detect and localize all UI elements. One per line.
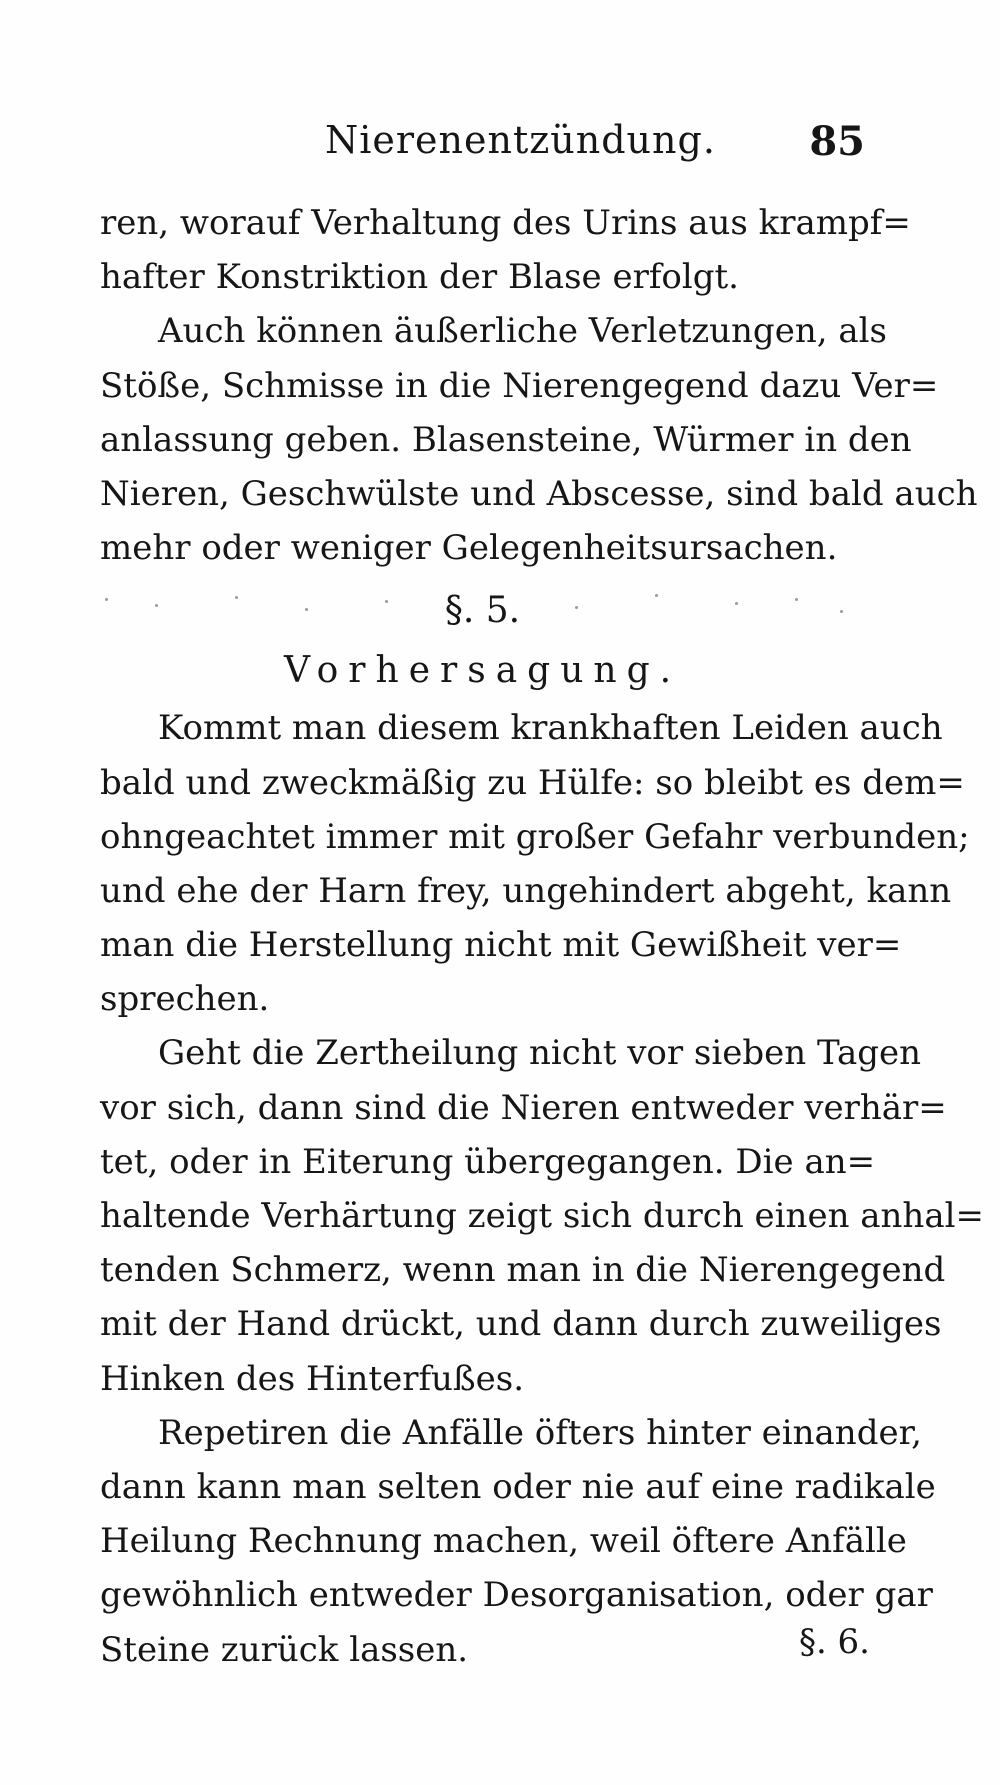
text-line: und ehe der Harn frey, ungehindert abgeht, kann <box>100 870 952 911</box>
text-line: hafter Konstriktion der Blase erfolgt. <box>100 257 739 298</box>
text-line: haltende Verhärtung zeigt sich durch einen anhal= <box>100 1196 984 1236</box>
text-line: anlassung geben. Blasensteine, Würmer in den <box>100 419 912 460</box>
text-line: Geht die Zertheilung nicht vor sieben Tagen <box>158 1033 922 1074</box>
text-line: bald und zweckmäßig zu Hülfe: so bleibt es dem= <box>100 762 965 803</box>
text-line: mehr oder weniger Gelegenheitsursachen. <box>100 528 838 569</box>
page-number: 85 <box>809 118 865 165</box>
section-title: Vorhersagung. <box>283 650 682 692</box>
text-line: Kommt man diesem krankhaften Leiden auch <box>158 708 943 749</box>
text-line: tet, oder in Eiterung übergegangen. Die an= <box>100 1141 876 1182</box>
text-line: dann kann man selten oder nie auf eine radikale <box>100 1466 936 1507</box>
text-line: Auch können äußerliche Verletzungen, als <box>158 311 887 352</box>
print-specks <box>95 590 865 620</box>
text-line: Heilung Rechnung machen, weil öftere Anfälle <box>100 1521 907 1562</box>
running-title: Nierenentzündung. <box>325 118 716 162</box>
text-line: Repetiren die Anfälle öfters hinter einander, <box>158 1412 922 1453</box>
text-line: vor sich, dann sind die Nieren entweder verhär= <box>100 1087 947 1128</box>
text-line: gewöhnlich entweder Desorganisation, oder gar <box>100 1575 933 1616</box>
catchword: §. 6. <box>798 1622 870 1662</box>
section-number: §. 5. <box>444 590 521 632</box>
text-line: tenden Schmerz, wenn man in die Nierengegend <box>100 1250 946 1291</box>
text-line: ren, worauf Verhaltung des Urins aus krampf= <box>100 203 911 243</box>
page-header <box>100 118 865 178</box>
text-line: mit der Hand drückt, und dann durch zuweiliges <box>100 1304 942 1345</box>
text-line: ohngeachtet immer mit großer Gefahr verbunden; <box>100 816 970 857</box>
body-text <box>100 196 984 1677</box>
text-line: Steine zurück lassen. <box>100 1629 469 1670</box>
text-line: sprechen. <box>100 979 270 1020</box>
text-line: Stöße, Schmisse in die Nierengegend dazu Ver= <box>100 365 939 406</box>
text-line: Nieren, Geschwülste und Abscesse, sind bald auch <box>100 473 978 514</box>
text-line: Hinken des Hinterfußes. <box>100 1358 525 1399</box>
text-line: man die Herstellung nicht mit Gewißheit ver= <box>100 925 902 966</box>
